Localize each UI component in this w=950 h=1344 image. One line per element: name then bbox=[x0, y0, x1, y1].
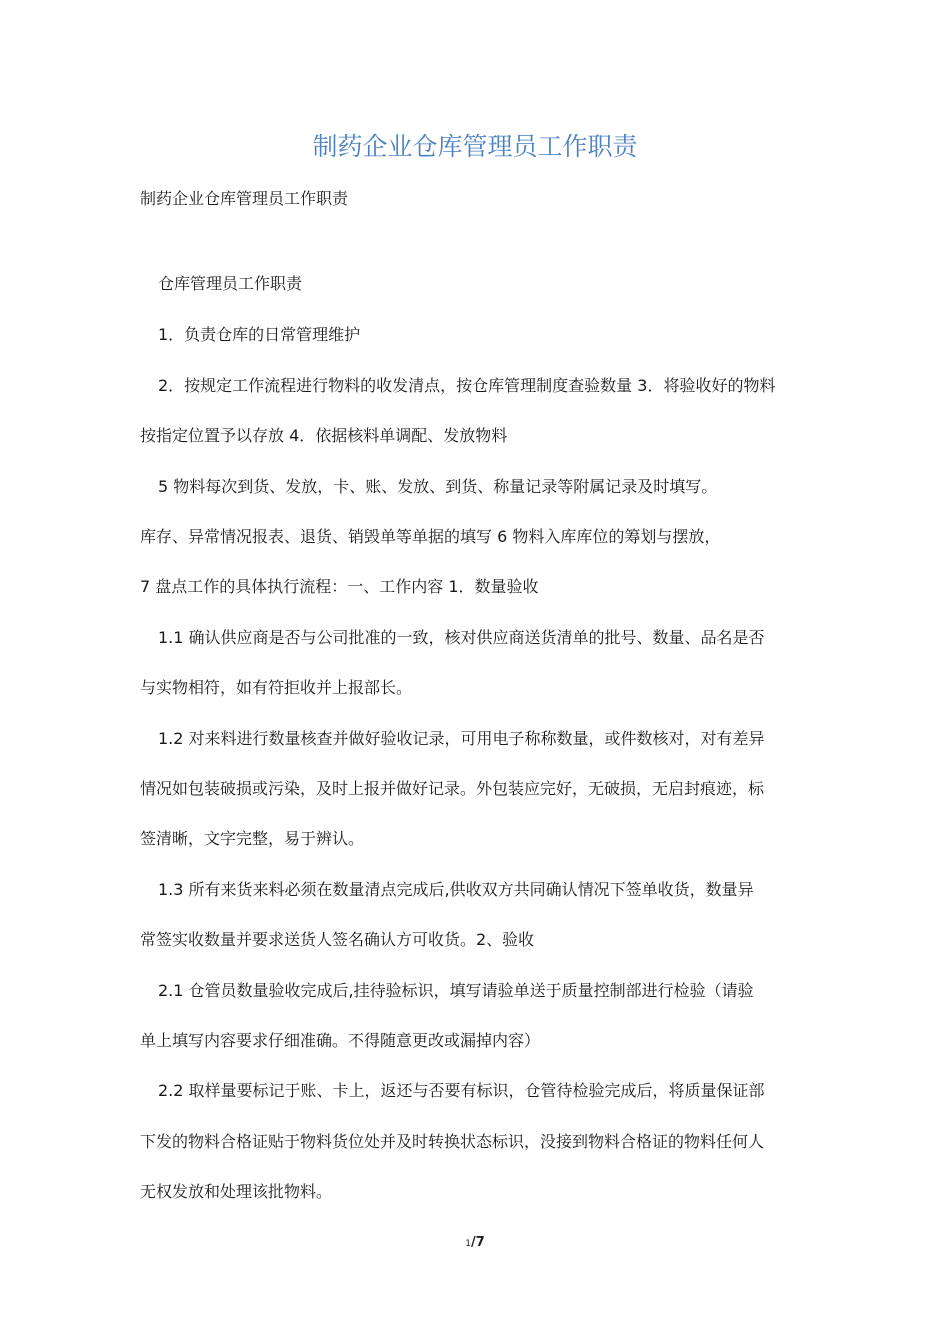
paragraph-line: 与实物相符，如有符拒收并上报部长。 bbox=[140, 678, 413, 697]
paragraph-line: 2.2 取样量要标记于账、卡上，返还与否要有标识，仓管待检验完成后，将质量保证部 bbox=[158, 1081, 765, 1100]
paragraph-line: 2.1 仓管员数量验收完成后,挂待验标识，填写请验单送于质量控制部进行检验（请验 bbox=[158, 981, 754, 1000]
paragraph-line: 无权发放和处理该批物料。 bbox=[140, 1182, 333, 1201]
paragraph-line: 1．负责仓库的日常管理维护 bbox=[158, 325, 361, 344]
total-pages: /7 bbox=[470, 1235, 485, 1250]
paragraph-line: 7 盘点工作的具体执行流程：一、工作内容 1．数量验收 bbox=[140, 577, 539, 596]
paragraph-line: 2．按规定工作流程进行物料的收发清点，按仓库管理制度查验数量 3．将验收好的物料 bbox=[158, 376, 776, 395]
document-title: 制药企业仓库管理员工作职责 bbox=[312, 132, 638, 161]
page-number bbox=[0, 1234, 950, 1252]
paragraph-line: 情况如包装破损或污染，及时上报并做好记录。外包装应完好，无破损，无启封痕迹，标 bbox=[140, 779, 765, 798]
paragraph-line: 下发的物料合格证贴于物料货位处并及时转换状态标识，没接到物料合格证的物料任何人 bbox=[140, 1132, 765, 1151]
paragraph-line: 1.3 所有来货来料必须在数量清点完成后,供收双方共同确认情况下签单收货，数量异 bbox=[158, 880, 754, 899]
paragraph-line: 5 物料每次到货、发放，卡、账、发放、到货、称量记录等附属记录及时填写。 bbox=[158, 477, 718, 496]
paragraph-line: 签清晰，文字完整，易于辨认。 bbox=[140, 829, 365, 848]
paragraph-line: 单上填写内容要求仔细准确。不得随意更改或漏掉内容） bbox=[140, 1031, 541, 1050]
document-subtitle: 制药企业仓库管理员工作职责 bbox=[140, 189, 349, 208]
section-heading: 仓库管理员工作职责 bbox=[158, 274, 303, 293]
paragraph-line: 1.1 确认供应商是否与公司批准的一致，核对供应商送货清单的批号、数量、品名是否 bbox=[158, 628, 765, 647]
paragraph-line: 按指定位置予以存放 4．依据核料单调配、发放物料 bbox=[140, 426, 508, 445]
current-page-number: 1 bbox=[465, 1239, 471, 1249]
paragraph-line: 1.2 对来料进行数量核查并做好验收记录，可用电子称称数量，或件数核对，对有差异 bbox=[158, 729, 765, 748]
paragraph-line: 常签实收数量并要求送货人签名确认方可收货。2、验收 bbox=[140, 930, 535, 949]
paragraph-line: 库存、异常情况报表、退货、销毁单等单据的填写 6 物料入库库位的筹划与摆放， bbox=[140, 527, 721, 546]
